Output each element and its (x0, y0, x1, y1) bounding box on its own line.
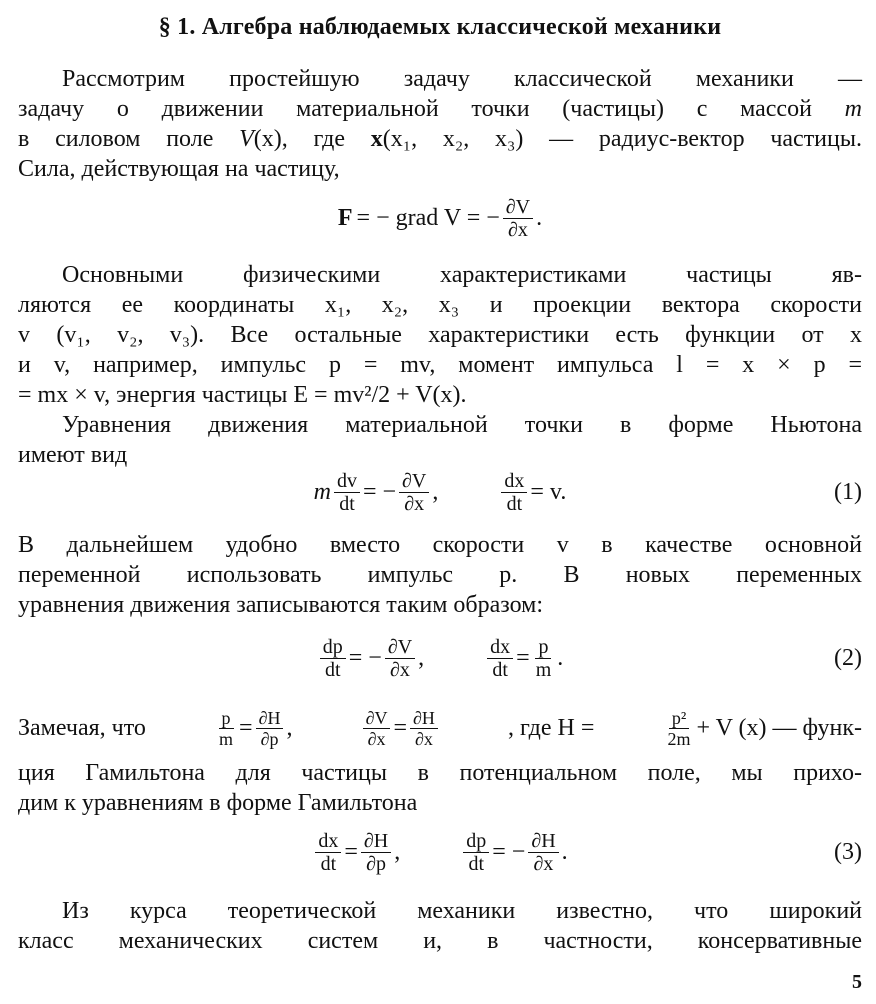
fraction-denominator: ∂x (508, 218, 528, 241)
para5-lead: Замечая, что (18, 715, 146, 741)
page-number: 5 (852, 971, 862, 993)
para3-line2: имеют вид (18, 442, 128, 468)
para1-line3 (18, 124, 862, 154)
equation-force (18, 190, 862, 246)
eq3-tail: . (561, 838, 568, 865)
para2-line5: = mx × v, энергия частицы E = mv²/2 + V(x). (18, 382, 467, 408)
para4-line3: уравнения движения записываются таким образом: (18, 592, 543, 618)
force-symbol: F (337, 204, 353, 231)
fraction-numerator: dv (334, 470, 360, 493)
fraction-dx-dt (501, 470, 527, 515)
equation-2 (18, 630, 862, 686)
fraction-p-m (533, 636, 555, 681)
fraction-numerator: ∂V (503, 196, 533, 219)
para5-formula-2 (360, 708, 441, 749)
para4-line2: переменной использовать импульс p. В новых переменных (18, 562, 862, 588)
para3-line1: Уравнения движения материальной точки в форме Ньютона (62, 412, 862, 438)
para5-sep2: , где H = (508, 715, 595, 741)
fraction-dV-dx (385, 636, 415, 681)
fraction-numerator: dx (315, 830, 341, 853)
fraction-denominator: dt (324, 658, 341, 681)
fraction-dv-dt (334, 470, 360, 515)
fraction-dV-dx (503, 196, 533, 241)
radius-vector-symbol: x (370, 126, 383, 152)
fraction-dx-dt (315, 830, 341, 875)
para4-line1: В дальнейшем удобно вместо скорости v в качестве основной (18, 532, 862, 558)
fraction-denominator: dt (506, 492, 523, 515)
fraction-denominator: 2m (667, 728, 691, 749)
fraction-denominator: dt (492, 658, 508, 681)
para2-line1: Основными физическими характеристиками частицы яв- (62, 262, 862, 288)
eq2-equals-a: = − (348, 644, 382, 671)
fraction-numerator: ∂H (528, 830, 558, 853)
para2-line4: и v, например, импульс p = mv, момент импульса l = x × p = (18, 352, 862, 378)
eq1-equals-a: = − (362, 478, 397, 505)
para5-line1 (18, 702, 862, 754)
eq2-equals-b: = (516, 644, 530, 671)
para1-line2-text: задачу о движении материальной точки (частицы) с массой (18, 96, 812, 122)
equation-number-2: (2) (834, 644, 862, 671)
eq1-mass: m (313, 478, 331, 505)
fraction-dH-dx (410, 708, 438, 749)
force-tail: . (536, 204, 543, 231)
fraction-denominator: ∂p (260, 728, 279, 749)
fraction-numerator: dx (487, 636, 513, 659)
eq2-comma: , (418, 644, 425, 671)
para2-line3: v (v₁, v₂, v₃). Все остальные характеристики есть функции от x (18, 322, 862, 348)
para5-eq2: = (393, 715, 408, 741)
para1-line2 (18, 94, 862, 124)
fraction-denominator: ∂x (390, 658, 410, 681)
fraction-dH-dp (256, 708, 284, 749)
fraction-denominator: ∂p (366, 852, 387, 875)
fraction-dH-dx (528, 830, 558, 875)
force-mid: = − grad V = − (356, 204, 500, 231)
fraction-numerator: dp (320, 636, 346, 659)
section-heading: § 1. Алгебра наблюдаемых классической механики (158, 14, 722, 40)
equation-1 (18, 464, 862, 520)
para1-line3-a: в силовом поле (18, 126, 214, 152)
fraction-p2-2m (665, 708, 694, 749)
para2-line2: ляются ее координаты x₁, x₂, x₃ и проекции вектора скорости (18, 292, 862, 318)
book-page (18, 0, 862, 1004)
para5-formula-3 (662, 708, 862, 749)
eq2-tail: . (557, 644, 564, 671)
para6-line2: класс механических систем и, в частности, консервативные (18, 928, 862, 954)
eq1-equals-b: = v. (530, 478, 567, 505)
para6-line1: Из курса теоретической механики известно, что широкий (62, 898, 862, 924)
fraction-numerator: ∂V (385, 636, 415, 659)
fraction-denominator: ∂x (367, 728, 386, 749)
para1-line3-c: (x), где (253, 126, 346, 152)
fraction-numerator: p (535, 636, 551, 659)
fraction-numerator: ∂H (361, 830, 391, 853)
para5-tail: + V (x) — функ- (696, 715, 862, 741)
para1-line1: Рассмотрим простейшую задачу классической механики — (62, 66, 862, 92)
para5-line2: ция Гамильтона для частицы в потенциальном поле, мы прихо- (18, 760, 862, 786)
eq3-equals-a: = (344, 838, 358, 865)
para1-line3-e: (x₁, x₂, x₃) — радиус-вектор частицы. (382, 126, 862, 152)
para5-eq1: = (239, 715, 253, 741)
fraction-denominator: ∂x (533, 852, 554, 875)
para5-sep1: , (286, 715, 293, 741)
equation-number-3: (3) (834, 838, 862, 865)
fraction-numerator: dp (463, 830, 489, 853)
fraction-denominator: dt (320, 852, 337, 875)
fraction-denominator: m (535, 658, 552, 681)
equation-3 (18, 824, 862, 880)
fraction-denominator: dt (468, 852, 485, 875)
para5-formula-1 (213, 708, 292, 749)
fraction-denominator: ∂x (404, 492, 425, 515)
para5-line3: дим к уравнениям в форме Гамильтона (18, 790, 418, 816)
fraction-numerator: ∂V (363, 708, 391, 729)
fraction-numerator: ∂V (399, 470, 429, 493)
fraction-dV-dx (363, 708, 391, 749)
eq3-comma: , (394, 838, 401, 865)
fraction-p-m (216, 708, 236, 749)
fraction-dp-dt (320, 636, 346, 681)
fraction-dx-dt (487, 636, 513, 681)
fraction-dp-dt (463, 830, 489, 875)
fraction-denominator: ∂x (415, 728, 433, 749)
fraction-numerator: ∂H (410, 708, 438, 729)
fraction-dV-dx (399, 470, 429, 515)
fraction-numerator: ∂H (256, 708, 284, 729)
equation-number-1: (1) (834, 478, 862, 505)
eq1-comma: , (432, 478, 439, 505)
mass-symbol: m (844, 96, 863, 122)
fraction-numerator: p (219, 708, 234, 729)
para1-line4: Сила, действующая на частицу, (18, 156, 340, 182)
fraction-numerator: dx (501, 470, 527, 493)
fraction-numerator: p² (669, 708, 689, 729)
fraction-denominator: dt (339, 492, 355, 515)
potential-symbol: V (239, 126, 254, 152)
eq3-equals-b: = − (492, 838, 526, 865)
fraction-dH-dp (361, 830, 391, 875)
fraction-denominator: m (219, 728, 234, 749)
